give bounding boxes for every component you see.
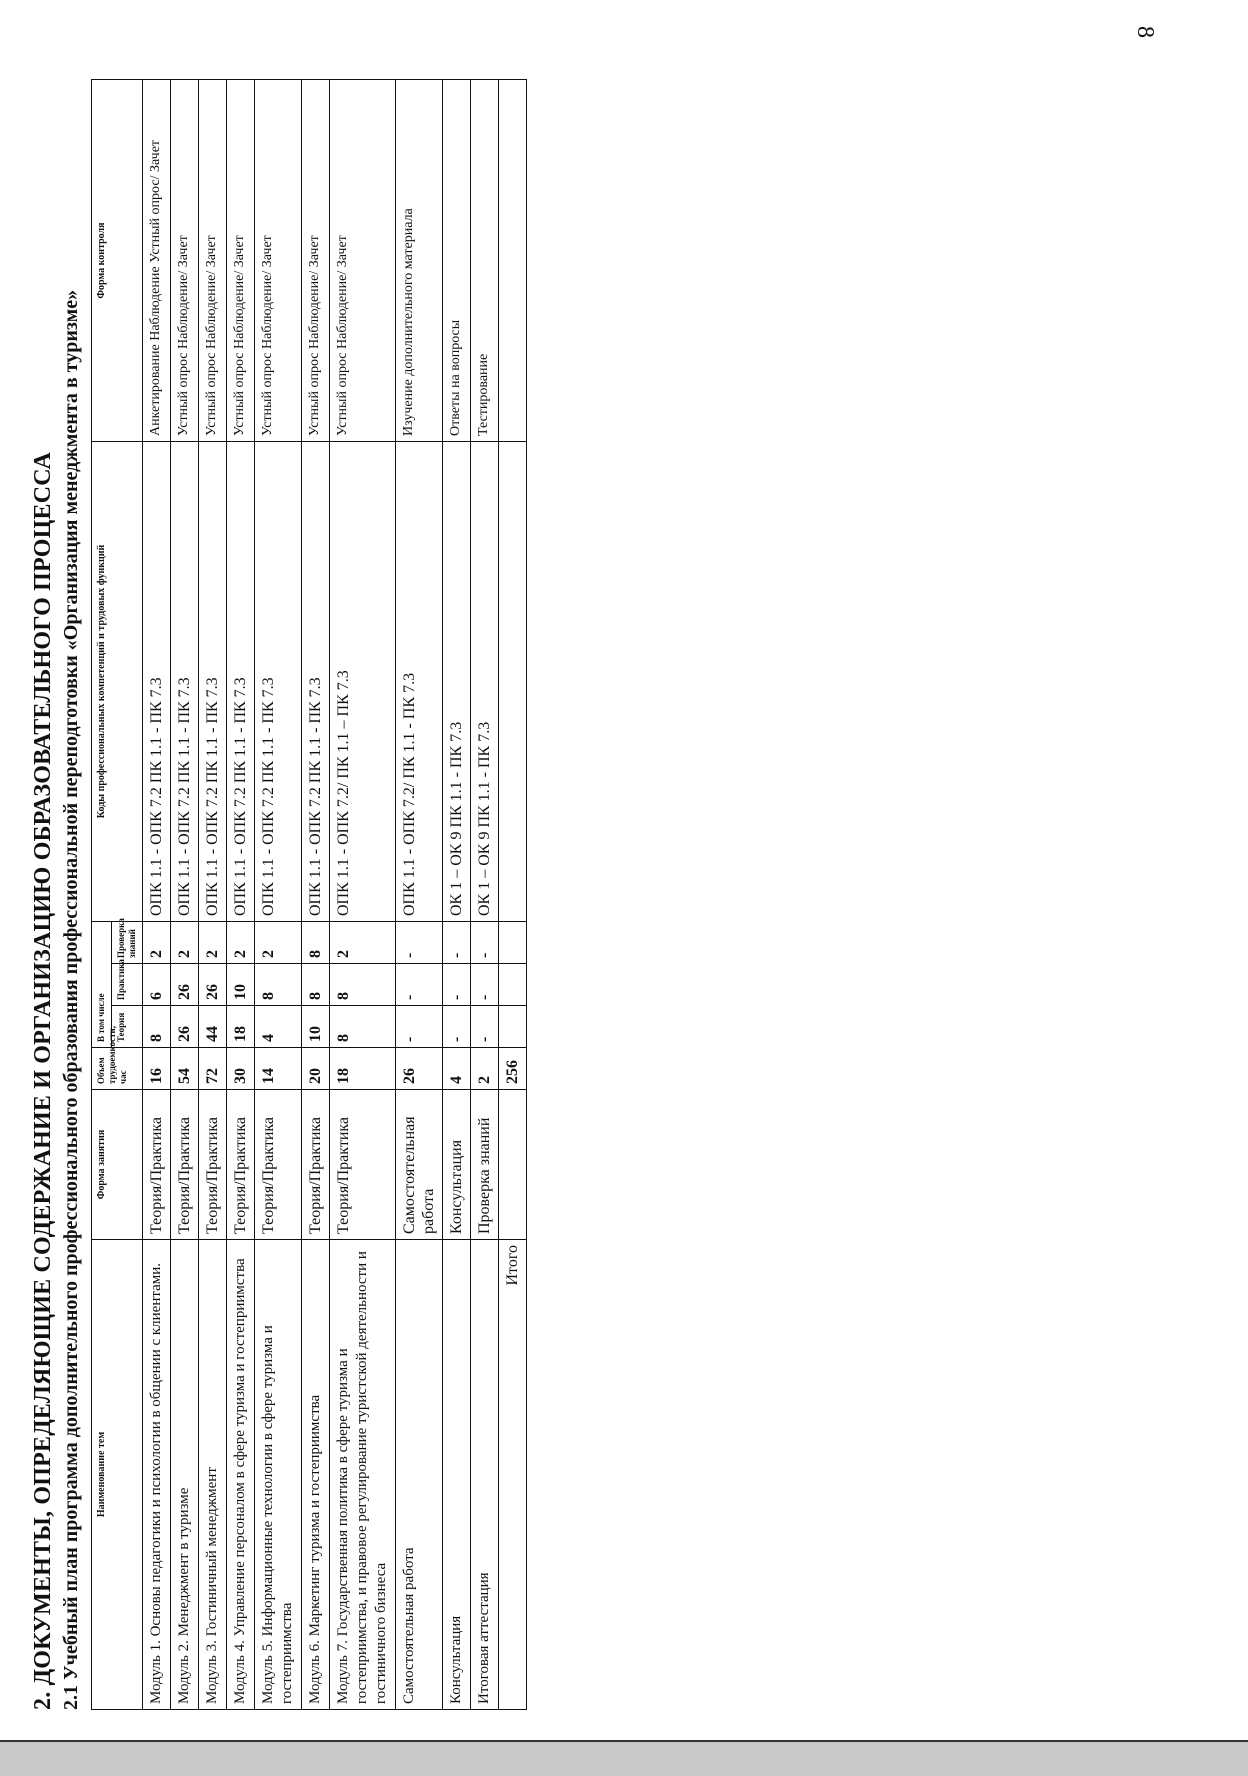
table-row [471, 80, 499, 1710]
cell-check: - [471, 922, 499, 964]
header-theory: Теория [112, 1006, 143, 1048]
cell-topic: Самостоятельная работа [396, 1240, 443, 1710]
section-heading: 2. ДОКУМЕНТЫ, ОПРЕДЕЛЯЮЩИЕ СОДЕРЖАНИЕ И ОРГАНИЗАЦИЮ ОБРАЗОВАТЕЛЬНОГО ПРОЦЕССА [30, 451, 56, 1710]
cell-form: Проверка знаний [471, 1090, 499, 1240]
cell-form: Теория/Практика [199, 1090, 227, 1240]
cell-theory: 8 [143, 1006, 171, 1048]
total-empty-form [499, 1090, 527, 1240]
cell-practice: - [471, 964, 499, 1006]
cell-control: Тестирование [471, 80, 499, 442]
cell-check: 2 [255, 922, 302, 964]
table-row [227, 80, 255, 1710]
cell-form: Теория/Практика [302, 1090, 330, 1240]
cell-volume: 2 [471, 1048, 499, 1090]
cell-control: Устный опрос Наблюдение/ Зачет [255, 80, 302, 442]
cell-topic: Модуль 6. Маркетинг туризма и гостеприимства [302, 1240, 330, 1710]
cell-form: Теория/Практика [255, 1090, 302, 1240]
cell-form: Консультация [443, 1090, 471, 1240]
table-row [302, 80, 330, 1710]
cell-control: Устный опрос Наблюдение/ Зачет [199, 80, 227, 442]
cell-practice: - [396, 964, 443, 1006]
cell-theory: - [471, 1006, 499, 1048]
cell-check: 8 [302, 922, 330, 964]
cell-check: 2 [143, 922, 171, 964]
cell-control: Устный опрос Наблюдение/ Зачет [330, 80, 396, 442]
total-empty-codes [499, 442, 527, 922]
cell-codes: ОК 1 – ОК 9 ПК 1.1 - ПК 7.3 [443, 442, 471, 922]
cell-topic: Консультация [443, 1240, 471, 1710]
cell-theory: - [396, 1006, 443, 1048]
table-row [199, 80, 227, 1710]
header-topic: Наименование тем [92, 1240, 143, 1710]
cell-form: Теория/Практика [330, 1090, 396, 1240]
cell-form: Теория/Практика [143, 1090, 171, 1240]
cell-theory: 10 [302, 1006, 330, 1048]
cell-check: - [396, 922, 443, 964]
cell-form: Самостоятельная работа [396, 1090, 443, 1240]
total-empty-theory [499, 1006, 527, 1048]
total-empty-check [499, 922, 527, 964]
cell-topic: Модуль 7. Государственная политика в сфере туризма и гостеприимства, и правовое регулирование туристской деятельности и гостиничного бизнеса [330, 1240, 396, 1710]
cell-control: Устный опрос Наблюдение/ Зачет [171, 80, 199, 442]
cell-codes: ОПК 1.1 - ОПК 7.2 ПК 1.1 - ПК 7.3 [199, 442, 227, 922]
cell-volume: 14 [255, 1048, 302, 1090]
cell-topic: Модуль 5. Информационные технологии в сфере туризма и гостеприимства [255, 1240, 302, 1710]
cell-volume: 4 [443, 1048, 471, 1090]
total-empty-practice [499, 964, 527, 1006]
header-control: Форма контроля [92, 80, 143, 442]
cell-volume: 54 [171, 1048, 199, 1090]
cell-control: Изучение дополнительного материала [396, 80, 443, 442]
cell-check: 2 [330, 922, 396, 964]
table-row [443, 80, 471, 1710]
table-row [171, 80, 199, 1710]
cell-practice: 8 [330, 964, 396, 1006]
cell-theory: 44 [199, 1006, 227, 1048]
cell-control: Анкетирование Наблюдение Устный опрос/ Зачет [143, 80, 171, 442]
cell-volume: 16 [143, 1048, 171, 1090]
cell-check: - [443, 922, 471, 964]
header-check: Проверка знаний [112, 922, 143, 964]
table-row [143, 80, 171, 1710]
cell-practice: 6 [143, 964, 171, 1006]
page-number: 8 [1132, 26, 1158, 38]
rotated-page-content [30, 30, 770, 1710]
cell-codes: ОК 1 – ОК 9 ПК 1.1 - ПК 7.3 [471, 442, 499, 922]
cell-practice: 8 [302, 964, 330, 1006]
cell-volume: 30 [227, 1048, 255, 1090]
cell-practice: 8 [255, 964, 302, 1006]
cell-control: Ответы на вопросы [443, 80, 471, 442]
table-row [255, 80, 302, 1710]
cell-codes: ОПК 1.1 - ОПК 7.2 ПК 1.1 - ПК 7.3 [143, 442, 171, 922]
cell-codes: ОПК 1.1 - ОПК 7.2/ ПК 1.1 – ПК 7.3 [330, 442, 396, 922]
header-volume: Объем трудоемкости, час [92, 1048, 143, 1090]
cell-form: Теория/Практика [227, 1090, 255, 1240]
cell-volume: 20 [302, 1048, 330, 1090]
cell-check: 2 [199, 922, 227, 964]
cell-codes: ОПК 1.1 - ОПК 7.2 ПК 1.1 - ПК 7.3 [255, 442, 302, 922]
cell-practice: - [443, 964, 471, 1006]
header-codes: Коды профессиональных компетенций и трудовых функций [92, 442, 143, 922]
cell-control: Устный опрос Наблюдение/ Зачет [302, 80, 330, 442]
cell-practice: 26 [199, 964, 227, 1006]
cell-form: Теория/Практика [171, 1090, 199, 1240]
cell-topic: Модуль 2. Менеджмент в туризме [171, 1240, 199, 1710]
table-header-row [92, 80, 112, 1710]
cell-theory: 18 [227, 1006, 255, 1048]
total-label: Итого [499, 1240, 527, 1710]
cell-topic: Итоговая аттестация [471, 1240, 499, 1710]
total-volume: 256 [499, 1048, 527, 1090]
cell-theory: 8 [330, 1006, 396, 1048]
cell-practice: 26 [171, 964, 199, 1006]
cell-control: Устный опрос Наблюдение/ Зачет [227, 80, 255, 442]
header-including: В том числе [92, 922, 112, 1048]
cell-codes: ОПК 1.1 - ОПК 7.2/ ПК 1.1 - ПК 7.3 [396, 442, 443, 922]
cell-check: 2 [227, 922, 255, 964]
scan-edge [0, 1742, 1248, 1776]
cell-theory: 26 [171, 1006, 199, 1048]
table-row [396, 80, 443, 1710]
section-subheading: 2.1 Учебный план программа дополнительного профессионального образования профессиональной переподготовки «Организация менеджмента в туризме» [60, 289, 82, 1710]
cell-topic: Модуль 4. Управление персоналом в сфере туризма и гостеприимства [227, 1240, 255, 1710]
table-row [330, 80, 396, 1710]
cell-topic: Модуль 1. Основы педагогики и психологии в общении с клиентами. [143, 1240, 171, 1710]
cell-volume: 18 [330, 1048, 396, 1090]
cell-codes: ОПК 1.1 - ОПК 7.2 ПК 1.1 - ПК 7.3 [302, 442, 330, 922]
cell-volume: 26 [396, 1048, 443, 1090]
cell-codes: ОПК 1.1 - ОПК 7.2 ПК 1.1 - ПК 7.3 [171, 442, 199, 922]
curriculum-table [91, 79, 527, 1710]
table-total-row [499, 80, 527, 1710]
cell-volume: 72 [199, 1048, 227, 1090]
cell-check: 2 [171, 922, 199, 964]
cell-practice: 10 [227, 964, 255, 1006]
cell-topic: Модуль 3. Гостиничный менеджмент [199, 1240, 227, 1710]
header-form: Форма занятия [92, 1090, 143, 1240]
cell-codes: ОПК 1.1 - ОПК 7.2 ПК 1.1 - ПК 7.3 [227, 442, 255, 922]
header-practice: Практика [112, 964, 143, 1006]
total-empty-control [499, 80, 527, 442]
cell-theory: 4 [255, 1006, 302, 1048]
cell-theory: - [443, 1006, 471, 1048]
